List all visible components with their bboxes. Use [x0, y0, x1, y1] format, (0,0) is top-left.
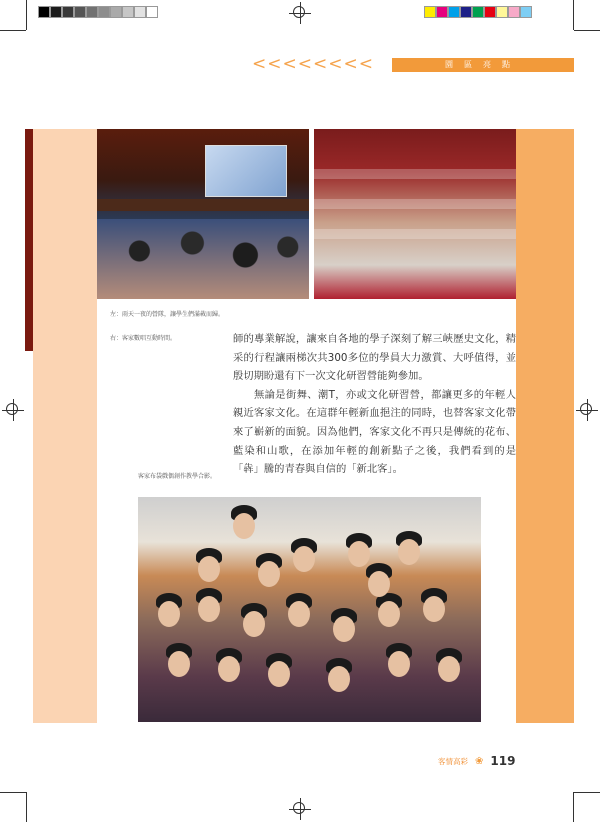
student-face — [348, 541, 370, 567]
color-swatch — [436, 6, 448, 18]
stage-platform — [97, 199, 309, 211]
student-face — [268, 661, 290, 687]
flower-icon: ❀ — [475, 755, 484, 767]
color-swatch — [472, 6, 484, 18]
gray-swatch — [134, 6, 146, 18]
left-edge-strip — [25, 129, 33, 351]
student-face — [198, 556, 220, 582]
color-swatch — [520, 6, 532, 18]
student-face — [293, 546, 315, 572]
student-face — [328, 666, 350, 692]
color-swatch — [424, 6, 436, 18]
gray-swatch — [62, 6, 74, 18]
color-swatch — [508, 6, 520, 18]
gray-swatch — [122, 6, 134, 18]
footer-section-name: 客情高彩 — [438, 756, 468, 766]
caption-group-photo: 客家布袋戲偶創作教學合影。 — [138, 473, 217, 480]
seat-row — [314, 169, 516, 179]
students-crowd — [97, 219, 309, 299]
photo-group-puppets — [138, 497, 481, 722]
student-face — [168, 651, 190, 677]
page-footer — [438, 754, 515, 768]
right-color-band — [516, 129, 574, 723]
student-face — [423, 596, 445, 622]
caption-left-photo: 左：雨天一夜的營隊，讓學生們滿載而歸。 — [110, 311, 225, 318]
projector-screen — [205, 145, 287, 197]
student-face — [368, 571, 390, 597]
photo-audience-seats — [314, 129, 516, 299]
student-face — [398, 539, 420, 565]
color-swatch — [460, 6, 472, 18]
student-face — [333, 616, 355, 642]
registration-mark-left — [2, 399, 24, 421]
color-swatch — [496, 6, 508, 18]
student-face — [198, 596, 220, 622]
article-body — [233, 330, 516, 479]
color-swatch — [448, 6, 460, 18]
photo-auditorium-stage — [97, 129, 309, 299]
gray-swatch — [38, 6, 50, 18]
paragraph-2: 無論是街舞、潮T，亦或文化研習營，都讓更多的年輕人親近客家文化。在這群年輕新血挹注的同時，也替客家文化帶來了嶄新的面貌。因為他們，客家文化不再只是傳統的花布、藍染和山歌，在添加年輕的創新點子之後，我們看到的是「犇」騰的青春與自信的「新北客」。 — [233, 388, 516, 476]
chevron-left-icon: < — [328, 54, 343, 74]
student-face — [258, 561, 280, 587]
seat-row — [314, 199, 516, 209]
page-number: 119 — [490, 754, 516, 768]
chevron-left-icon: < — [358, 54, 373, 74]
student-face — [388, 651, 410, 677]
student-face — [233, 513, 255, 539]
gray-swatch — [110, 6, 122, 18]
left-color-band — [33, 129, 97, 723]
crop-mark-bottom-right — [574, 792, 600, 793]
student-face — [158, 601, 180, 627]
crop-mark-top-left — [0, 30, 26, 31]
header-chevrons — [252, 54, 373, 74]
paragraph-1: 師的專業解說，讓來自各地的學子深刻了解三峽歷史文化，精采的行程讓兩梯次共300多位的學員大力激賞、大呼值得，並殷切期盼還有下一次文化研習營能夠參加。 — [233, 333, 516, 383]
gray-swatch — [146, 6, 158, 18]
grayscale-color-bar — [38, 6, 158, 18]
chevron-left-icon: < — [343, 54, 358, 74]
seat-row — [314, 229, 516, 239]
crop-mark-bottom-left — [0, 792, 26, 793]
caption-right-photo: 右：客家數唱互動時間。 — [110, 335, 177, 342]
chevron-left-icon: < — [297, 54, 312, 74]
gray-swatch — [98, 6, 110, 18]
chevron-left-icon: < — [282, 54, 297, 74]
crop-mark-top-right — [574, 30, 600, 31]
chevron-left-icon: < — [252, 54, 267, 74]
section-title-bar: 園區亮點 — [392, 58, 574, 72]
crop-mark-bottom-right-v — [573, 792, 574, 822]
crop-mark-bottom-left-v — [26, 792, 27, 822]
student-face — [438, 656, 460, 682]
student-face — [218, 656, 240, 682]
student-face — [378, 601, 400, 627]
chevron-left-icon: < — [267, 54, 282, 74]
chevron-left-icon: < — [313, 54, 328, 74]
registration-mark-right — [576, 399, 598, 421]
student-face — [288, 601, 310, 627]
gray-swatch — [50, 6, 62, 18]
cmyk-color-bar — [424, 6, 532, 18]
registration-mark-top — [289, 2, 311, 24]
color-swatch — [484, 6, 496, 18]
gray-swatch — [86, 6, 98, 18]
crop-mark-top-right-v — [573, 0, 574, 30]
gray-swatch — [74, 6, 86, 18]
crop-mark-top-left-v — [26, 0, 27, 30]
student-face — [243, 611, 265, 637]
registration-mark-bottom — [289, 798, 311, 820]
